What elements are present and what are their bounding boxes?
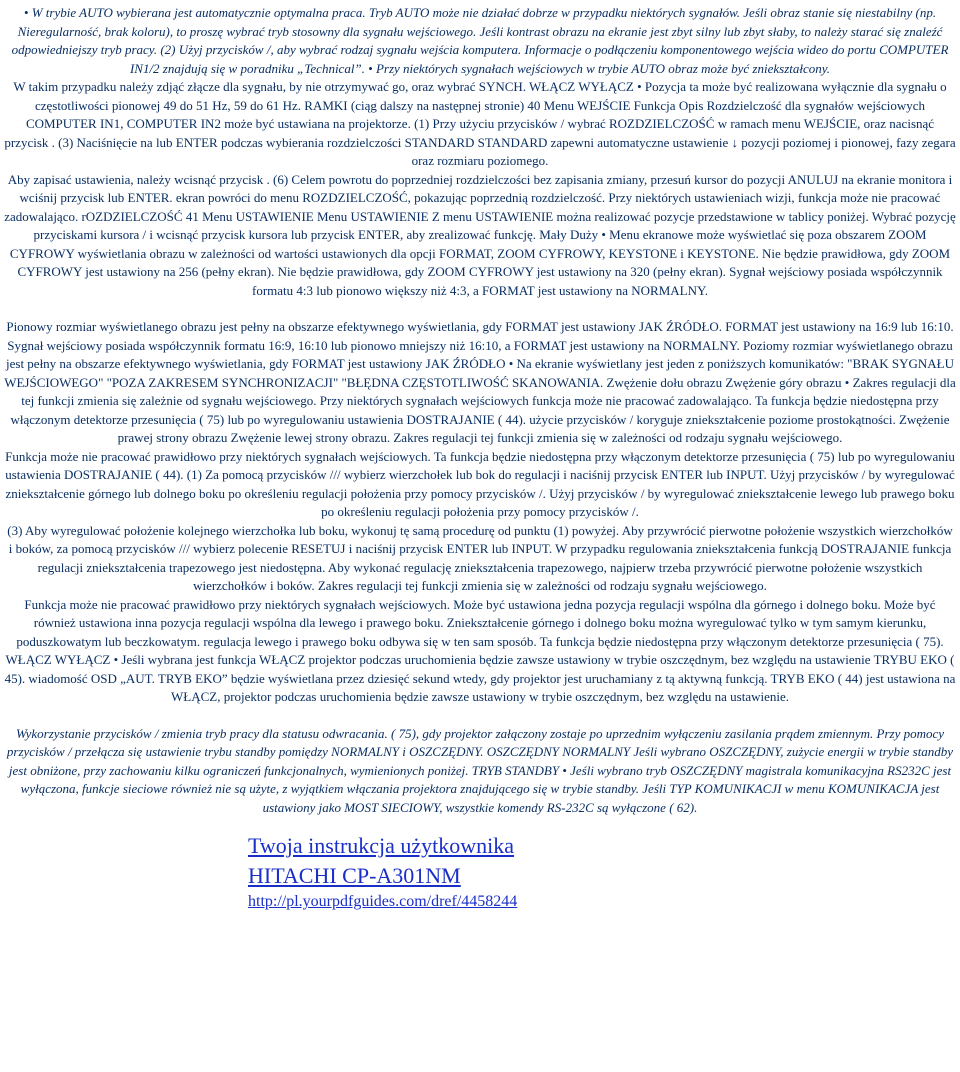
paragraph-input-signal: Nieregularność, brak koloru), to proszę wybrać tryb stosowny dla sygnału wejściowego. Jeśli kontrast obrazu na ekranie jest zbyt silny lub zbyt słaby, to należy starać się znaleźć odpowiedniejszy tryb pracy. (2) Użyj przycisków /, aby wybrać rodzaj sygnału wejścia komputera. Informacje o podłączeniu komponentowego wejścia wideo do portu COMPUTER IN1/2 znajdują się w poradniku „Technical”. • Przy niektórych sygnałach wejściowych w trybie AUTO obraz może być zniekształcony. [11,23,949,76]
guide-url-link[interactable]: http://pl.yourpdfguides.com/dref/4458244 [248,893,518,910]
paragraph-resolution: W takim przypadku należy zdjąć złącze dla sygnału, by nie otrzymywać go, oraz wybrać SYNCH. WŁĄCZ WYŁĄCZ • Pozycja ta może być realizowana wyłącznie dla sygnału o częstotliwości pionowej 49 do 51 Hz, 59 do 61 Hz. RAMKI (ciąg dalszy na następnej stronie) 40 Menu WEJŚCIE Funkcja Opis Rozdzielczość dla sygnałów wejściowych COMPUTER IN1, COMPUTER IN2 może być ustawiana na projektorze. (1) Przy użyciu przycisków / wybrać ROZDZIELCZOŚĆ w ramach menu WEJŚCIE, oraz nacisnąć przycisk . (3) Naciśnięcie na lub ENTER podczas wybierania rozdzielczości STANDARD STANDARD zapewni automatyczne ustawienie ↓ pozycji poziomej i pionowej, fazy zegara oraz rozmiaru poziomego. [4,79,956,168]
manual-title-link[interactable]: Twoja instrukcja użytkownika [248,833,515,858]
paragraph-auto-eco-mode: Funkcja może nie pracować prawidłowo przy niektórych sygnałach wejściowych. Może być ustawiona jedna pozycja regulacji wspólna dla górnego i dolnego boku. Może być również ustawiona inna pozycja regulacji wspólna dla lewego i prawego boku. Zniekształcenie górnego i dolnego boku można wyregulować tylko w tym samym kierunku, poduszkowatym lub beczkowatym. regulacja lewego i prawego boku odbywa się w ten sam sposób. Ta funkcja będzie niedostępna przy włączonym detektorze przesunięcia ( 75). WŁĄCZ WYŁĄCZ • Jeśli wybrana jest funkcja WŁĄCZ projektor podczas uruchomienia będzie zawsze ustawiony w trybie oszczędnym, bez względu na ustawienie TRYBU EKO ( 45). wiadomość OSD „AUT. TRYB EKO” będzie wyświetlana przez dziesięć sekund wtedy, gdy projektor jest uruchamiany z tą aktywną funkcją. TRYB EKO ( 44) jest ustawiona na WŁĄCZ, projektor podczas uruchomienia będzie zawsze ustawiony w trybie oszczędnym, bez względu na ustawienie. [4,596,956,704]
paragraph-gap [4,707,956,725]
paragraph-auto-mode: • W trybie AUTO wybierana jest automatycznie optymalna praca. Tryb AUTO może nie działać dobrze w przypadku niektórych sygnałów. Jeśli obraz stanie się niestabilny (np. [23,5,937,20]
paragraph-gap [4,300,956,318]
paragraph-perfect-fit: Funkcja może nie pracować prawidłowo przy niektórych sygnałach wejściowych. Ta funkcja będzie niedostępna przy włączonym detektorze przesunięcia ( 75) lub po wyregulowaniu ustawienia DOSTRAJANIE ( 44). (1) Za pomocą przycisków /// wybierz wierzchołek lub bok do regulacji i naciśnij przycisk ENTER lub INPUT. Użyj przycisków / by wyregulować zniekształcenie górnego lub dolnego boku po określeniu regulacji położenia przy pomocy przycisków /. Użyj przycisków / by wyregulować zniekształcenie lewego lub prawego boku po określeniu regulacji położenia przy pomocy przycisków /. [5,448,955,519]
footer [248,831,956,913]
paragraph-corner-adjust: (3) Aby wyregulować położenie kolejnego wierzchołka lub boku, wykonuj tę samą procedurę od punktu (1) powyżej. Aby przywrócić pierwotne położenie wszystkich wierzchołków i boków, za pomocą przycisków /// wybierz polecenie RESETUJ i naciśnij przycisk ENTER lub INPUT. W przypadku regulowania zniekształcenia funkcją DOSTRAJANIE funkcja regulacji zniekształcenia trapezowego jest niedostępna. Aby wykonać regulację zniekształcenia trapezowego, najpierw trzeba przywrócić pierwotne położenie wszystkich wierzchołków i boków. Zakres regulacji tej funkcji zmienia się w zależności od rodzaju sygnału wejściowego. [7,522,953,593]
paragraph-standby-mode: Wykorzystanie przycisków / zmienia tryb pracy dla statusu odwracania. ( 75), gdy projektor załączony zostaje po uprzednim wyłączeniu zasilania prądem zmiennym. Przy pomocy przycisków / przełącza się ustawienie trybu standby pomiędzy NORMALNY i OSZCZĘDNY. OSZCZĘDNY NORMALNY Jeśli wybrano OSZCZĘDNY, zużycie energii w trybie standby jest obniżone, przy zachowaniu kilku ograniczeń funkcjonalnych, wymienionych poniżej. TRYB STANDBY • Jeśli wybrano tryb OSZCZĘDNY magistrala komunikacyjna RS232C jest wyłączona, funkcje sieciowe również nie są użyte, z wyjątkiem włączania projektora znajdującego się w trybie standby. Jeśli TYP KOMUNIKACJI w menu KOMUNIKACJA jest ustawiony jako MOST SIECIOWY, wszystkie komendy RS-232C są wyłączone ( 62). [6,725,954,815]
model-link[interactable]: HITACHI CP-A301NM [248,863,461,888]
paragraph-format-keystone: Pionowy rozmiar wyświetlanego obrazu jest pełny na obszarze efektywnego wyświetlania, gdy FORMAT jest ustawiony JAK ŹRÓDŁO. FORMAT jest ustawiony na 16:9 lub 16:10. Sygnał wejściowy posiada współczynnik formatu 16:9, 16:10 lub pionowo mniejszy niż 16:10, a FORMAT jest ustawiony na NORMALNY. Poziomy rozmiar wyświetlanego obrazu jest pełny na obszarze efektywnego wyświetlania, gdy FORMAT jest ustawiony JAK ŹRÓDŁO • Na ekranie wyświetlany jest jeden z poniższych komunikatów: "BRAK SYGNAŁU WEJŚCIOWEGO" "POZA ZAKRESEM SYNCHRONIZACJI" "BŁĘDNA CZĘSTOTLIWOŚĆ SKANOWANIA. Zwężenie dołu obrazu Zwężenie góry obrazu • Zakres regulacji dla tej funkcji zmienia się zależnie od sygnału wejściowego. Przy niektórych sygnałach wejściowych funkcja może nie pracować zadowalająco. Ta funkcja będzie niedostępna przy włączonym detektorze przesunięcia ( 75) lub po wyregulowaniu ustawienia DOSTRAJANIE ( 44). użycie przycisków / koryguje zniekształcenie poziome prostokątności. Zwężenie prawej strony obrazu Zwężenie lewej strony obrazu. Zakres regulacji tej funkcji zmienia się w zależności od rodzaju sygnału wejściowego. [4,319,956,445]
paragraph-setup-menu: Aby zapisać ustawienia, należy wcisnąć przycisk . (6) Celem powrotu do poprzedniej rozdzielczości bez zapisania zmiany, przesuń kursor do pozycji ANULUJ na ekranie monitora i wciśnij przycisk lub ENTER. ekran powróci do menu ROZDZIELCZOŚĆ, pokazując poprzednią rozdzielczość. Przy niektórych ustawieniach wizji, funkcja może nie pracować zadowalająco. rOZDZIELCZOŚĆ 41 Menu USTAWIENIE Menu USTAWIENIE Z menu USTAWIENIE można realizować pozycje przedstawione w tablicy poniżej. Wybrać pozycję przyciskami kursora / i wcisnąć przycisk kursora lub przycisk ENTER, aby zrealizować funkcję. Mały Duży • Menu ekranowe może wyświetlać się poza obszarem ZOOM CYFROWY wyświetlania obrazu w zależności od wartości ustawionych dla opcji FORMAT, ZOOM CYFROWY, KEYSTONE i KEYSTONE. Nie będzie prawidłowa, gdy ZOOM CYFROWY jest ustawiony na 256 (pełny ekran). Nie będzie prawidłowa, gdy ZOOM CYFROWY jest ustawiony na 320 (pełny ekran). Sygnał wejściowy posiada współczynnik formatu 4:3 lub pionowo większy niż 4:3, a FORMAT jest ustawiony na NORMALNY. [4,171,956,298]
